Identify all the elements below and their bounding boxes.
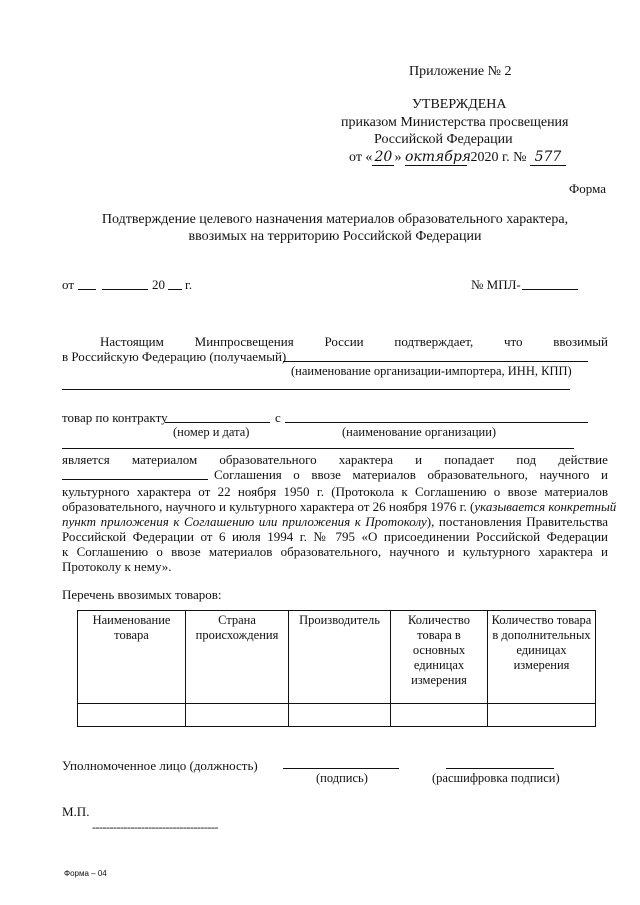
paragraph-line-6: Протоколу к нему». bbox=[62, 559, 172, 574]
agreement-line: Соглашения о ввозе материалов образовательного, научного и bbox=[214, 467, 608, 482]
authorized-person-label: Уполномоченное лицо (должность) bbox=[62, 758, 258, 773]
col-header-qty-extra: Количество товара в дополнительных единицах измерения bbox=[488, 611, 596, 704]
seal-label: М.П. bbox=[62, 804, 90, 819]
document-title-line-1: Подтверждение целевого назначения материалов образовательного характера, bbox=[101, 212, 569, 227]
col-header-qty-main: Количество товара в основных единицах измерения bbox=[391, 611, 488, 704]
appendix-label: Приложение № 2 bbox=[409, 64, 512, 79]
goods-list-label: Перечень ввозимых товаров: bbox=[62, 587, 222, 602]
name-decode-caption: (расшифровка подписи) bbox=[432, 771, 560, 785]
table-cell[interactable] bbox=[488, 704, 596, 727]
paragraph-line-1: культурного характера от 22 ноября 1950 г. (Протокола к Соглашению о ввозе материалов bbox=[62, 484, 608, 499]
intro-line-2: в Российскую Федерацию (получаемый) bbox=[62, 349, 287, 364]
contract-with: с bbox=[275, 410, 281, 425]
paragraph-line-4: Российской Федерации от 6 июля 1994 г. № 795 «О присоединении Российской Федерации bbox=[62, 529, 608, 544]
year-blank bbox=[168, 289, 182, 290]
col-header-manufacturer: Производитель bbox=[289, 611, 391, 704]
form-label: Форма bbox=[569, 181, 606, 196]
name-blank bbox=[446, 768, 554, 769]
table-cell[interactable] bbox=[186, 704, 289, 727]
importer-blank-2 bbox=[62, 389, 570, 390]
org-caption: (наименование организации) bbox=[342, 425, 497, 439]
seal-dashes: ------------------------------------ bbox=[92, 820, 218, 834]
is-material-line: является материалом образовательного характера и попадает под действие bbox=[62, 452, 608, 467]
goods-table bbox=[77, 610, 596, 727]
year-suffix: г. bbox=[185, 277, 193, 292]
form-code: Форма – 04 bbox=[64, 869, 107, 878]
document-title-line-2: ввозимых на территорию Российской Федерации bbox=[188, 229, 482, 244]
day-blank bbox=[78, 289, 96, 290]
date-from-label: от bbox=[62, 277, 75, 292]
paragraph-line-5: к Соглашению о ввозе материалов образовательного, научного и культурного характера и bbox=[62, 544, 608, 559]
org-blank-2 bbox=[62, 448, 574, 449]
table-cell[interactable] bbox=[391, 704, 488, 727]
col-header-name: Наименование товара bbox=[78, 611, 186, 704]
org-blank bbox=[285, 422, 588, 423]
order-month: октября bbox=[404, 149, 472, 165]
year-prefix: 20 bbox=[152, 277, 165, 292]
contract-blank bbox=[165, 422, 270, 423]
paragraph-line-3: пункт приложения к Соглашению или приложения к Протоколу), постановления Правительства bbox=[62, 514, 609, 529]
contract-label: товар по контракту bbox=[62, 410, 168, 425]
approved-label: УТВЕРЖДЕНА bbox=[412, 97, 507, 112]
number-label: № МПЛ- bbox=[471, 277, 521, 292]
clause-blank bbox=[62, 479, 208, 480]
signature-caption: (подпись) bbox=[316, 771, 368, 785]
col-header-country: Страна происхождения bbox=[186, 611, 289, 704]
paragraph-line-2: образовательного, научного и культурного характера от 26 ноября 1976 г. (указывается конкретный bbox=[62, 499, 617, 514]
number-blank bbox=[522, 289, 578, 290]
order-date-line: от « 20 » октября 2020 г. № 577 bbox=[349, 150, 566, 166]
table-cell[interactable] bbox=[289, 704, 391, 727]
order-line-1: приказом Министерства просвещения bbox=[341, 115, 569, 130]
signature-blank bbox=[283, 768, 399, 769]
order-line-2: Российской Федерации bbox=[374, 132, 513, 147]
table-cell[interactable] bbox=[78, 704, 186, 727]
order-number: 577 bbox=[530, 150, 566, 166]
intro-line-1: Настоящим Минпросвещения России подтверждает, что ввозимый bbox=[100, 334, 608, 349]
month-blank bbox=[102, 289, 148, 290]
importer-caption: (наименование организации-импортера, ИНН, КПП) bbox=[291, 364, 572, 378]
contract-caption: (номер и дата) bbox=[173, 425, 250, 439]
goods-table-header bbox=[78, 611, 596, 704]
order-day: 20 bbox=[372, 150, 394, 166]
importer-blank bbox=[283, 361, 588, 362]
table-row bbox=[78, 704, 596, 727]
